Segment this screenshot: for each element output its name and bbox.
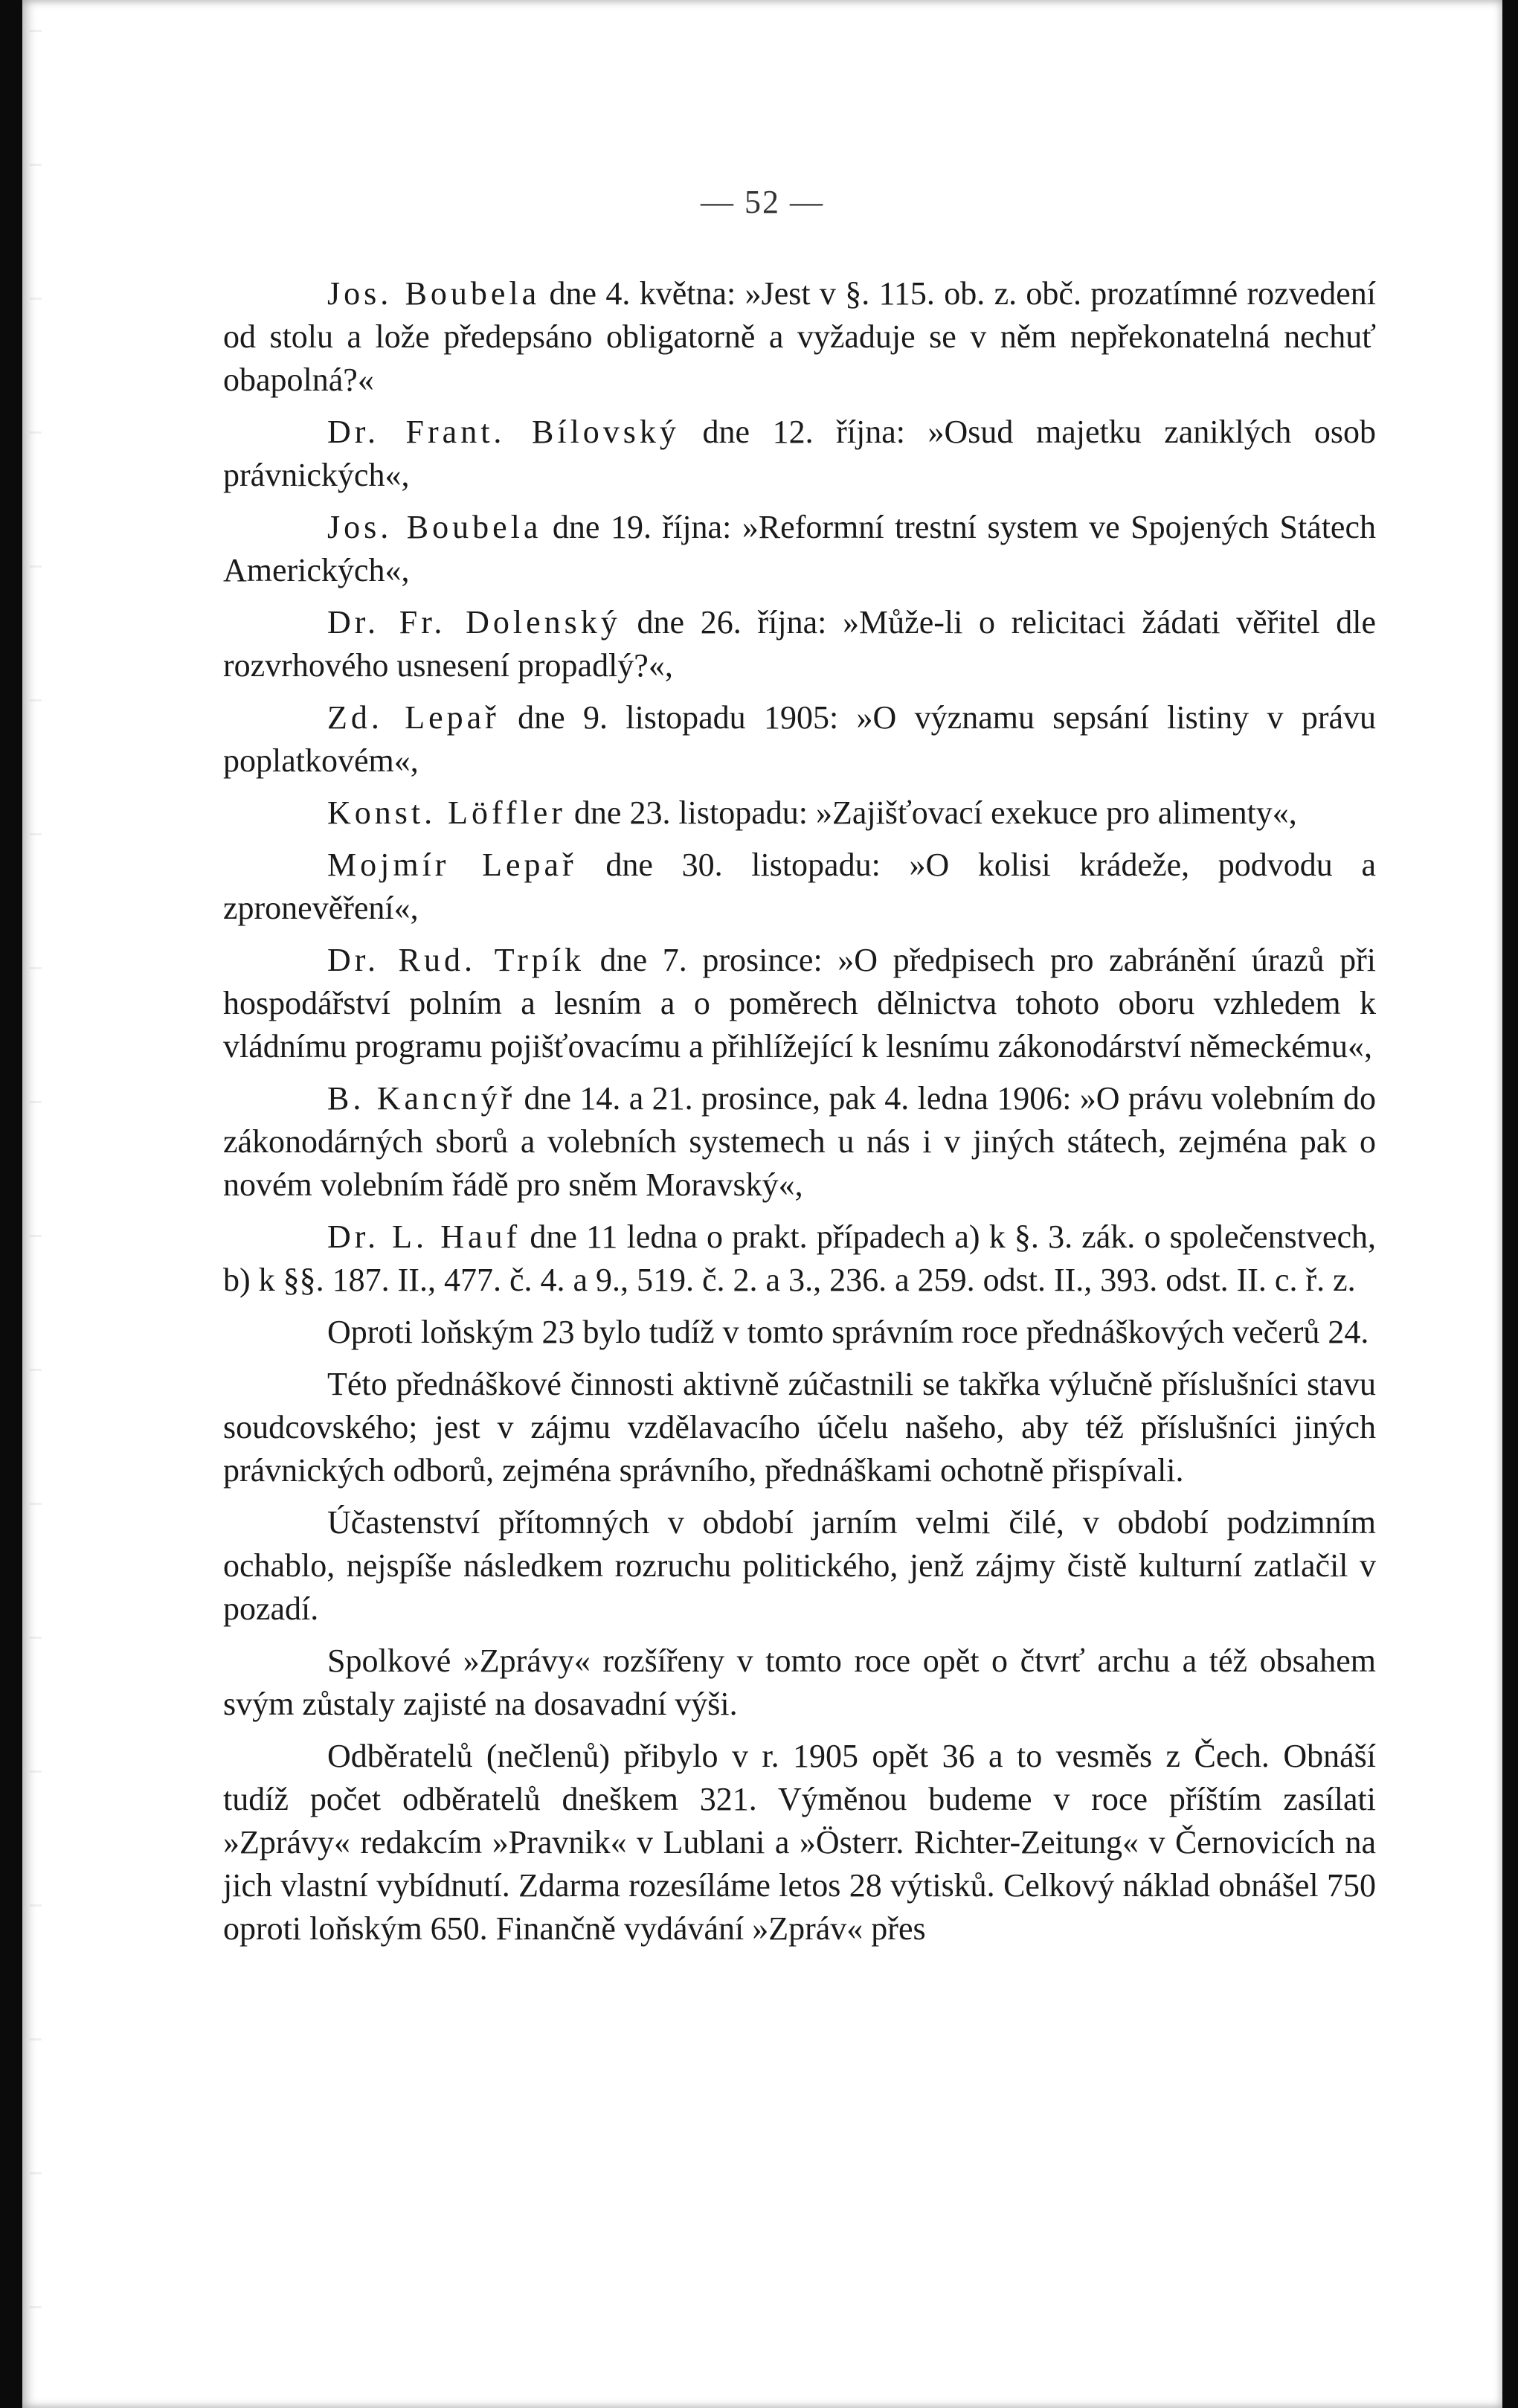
lecture-text: dne 23. listopadu: »Zajišťovací exekuce pro alimenty«, [565,794,1297,831]
lecturer-name: Konst. Löffler [327,794,566,831]
lecture-text: dne 4. května: »Jest v §. 115. ob. z. obč. prozatímné rozvedení od stolu a lože předepsáno obligatorně a vyžaduje se v něm nepřekonatelná nechuť obapolná?« [223,275,1376,398]
lecture-entry [223,844,1376,930]
lecture-entry [223,939,1376,1068]
lecturer-name: Zd. Lepař [327,699,500,736]
lecture-entry [223,792,1376,835]
lecture-entry [223,272,1376,402]
lecturer-name: Jos. Boubela [327,509,542,545]
lecturer-name: Dr. L. Hauf [327,1219,521,1255]
lecture-text: dne 30. listopadu: »O kolisi krádeže, podvodu a zpronevěření«, [223,847,1377,926]
lecturer-name: B. Kancnýř [327,1080,516,1117]
lecture-entry [223,1077,1376,1207]
lecture-text: dne 26. října: »Může-li o relicitaci žádati věřitel dle rozvrhového usnesení propadlý?«, [223,604,1376,684]
lecture-entry [223,506,1376,592]
scan-edge [30,30,42,2336]
lecturer-name: Jos. Boubela [327,275,541,312]
body-paragraph: Oproti loňským 23 bylo tudíž v tomto správním roce přednáškových večerů 24. [327,1314,1369,1350]
page-content [223,272,1376,1959]
lecturer-name: Mojmír Lepař [327,847,577,883]
lecturer-name: Dr. Fr. Dolenský [327,604,621,640]
lecture-text: dne 12. října: »Osud majetku zaniklých osob právnických«, [223,414,1376,493]
lecture-entry [223,696,1376,783]
lecture-text: dne 9. listopadu 1905: »O významu sepsání listiny v právu poplatkovém«, [223,699,1377,779]
document-page [22,0,1502,2408]
lecture-entry [223,601,1376,687]
body-paragraph: Spolkové »Zprávy« rozšířeny v tomto roce opět o čtvrť archu a též obsahem svým zůstaly zajisté na dosavadní výši. [223,1643,1376,1722]
lecturer-name: Dr. Rud. Trpík [327,942,585,978]
lecturer-name: Dr. Frant. Bílovský [327,414,680,450]
lecture-text: dne 19. října: »Reformní trestní system ve Spojených Státech Amerických«, [223,509,1376,588]
lecture-entry [223,411,1376,497]
lecture-text: dne 14. a 21. prosince, pak 4. ledna 1906: »O právu volebním do zákonodárných sborů a volebních systemech u nás i v jiných státech, zejména pak o novém volebním řádě pro sněm Moravský«, [223,1080,1376,1203]
lecture-text: dne 11 ledna o prakt. případech a) k §. 3. zák. o společenstvech, b) k §§. 187. II., 477. č. 4. a 9., 519. č. 2. a 3., 236. a 259. odst. II., 393. odst. II. c. ř. z. [223,1219,1376,1298]
page-number: — 52 — [701,184,824,220]
body-paragraph: Účastenství přítomných v období jarním velmi čilé, v období podzimním ochablo, nejspíše následkem rozruchu politického, jenž zájmy čistě kulturní zatlačil v pozadí. [223,1504,1376,1627]
lecture-text: dne 7. prosince: »O předpisech pro zabránění úrazů při hospodářství polním a lesním a o poměrech dělnictva tohoto oboru vzhledem k vládnímu programu pojišťovacímu a přihlížející k lesnímu zákonodárství německému«, [223,942,1376,1065]
body-paragraph: Této přednáškové činnosti aktivně zúčastnili se takřka výlučně příslušníci stavu soudcovského; jest v zájmu vzdělavacího účelu našeho, aby též příslušníci jiných právnických odborů, zejména správního, přednáškami ochotně přispívali. [223,1366,1376,1489]
lecture-entry [223,1216,1376,1302]
body-paragraph: Odběratelů (nečlenů) přibylo v r. 1905 opět 36 a to vesměs z Čech. Obnáší tudíž počet odběratelů dneškem 321. Výměnou budeme v roce příštím zasílati »Zprávy« redakcím »Pravnik« v Lublani a »Österr. Richter-Zeitung« v Černovicích na jich vlastní vybídnutí. Zdarma rozesíláme letos 28 výtisků. Celkový náklad obnášel 750 oproti loňským 650. Finančně vydávání »Zpráv« přes [223,1738,1376,1947]
